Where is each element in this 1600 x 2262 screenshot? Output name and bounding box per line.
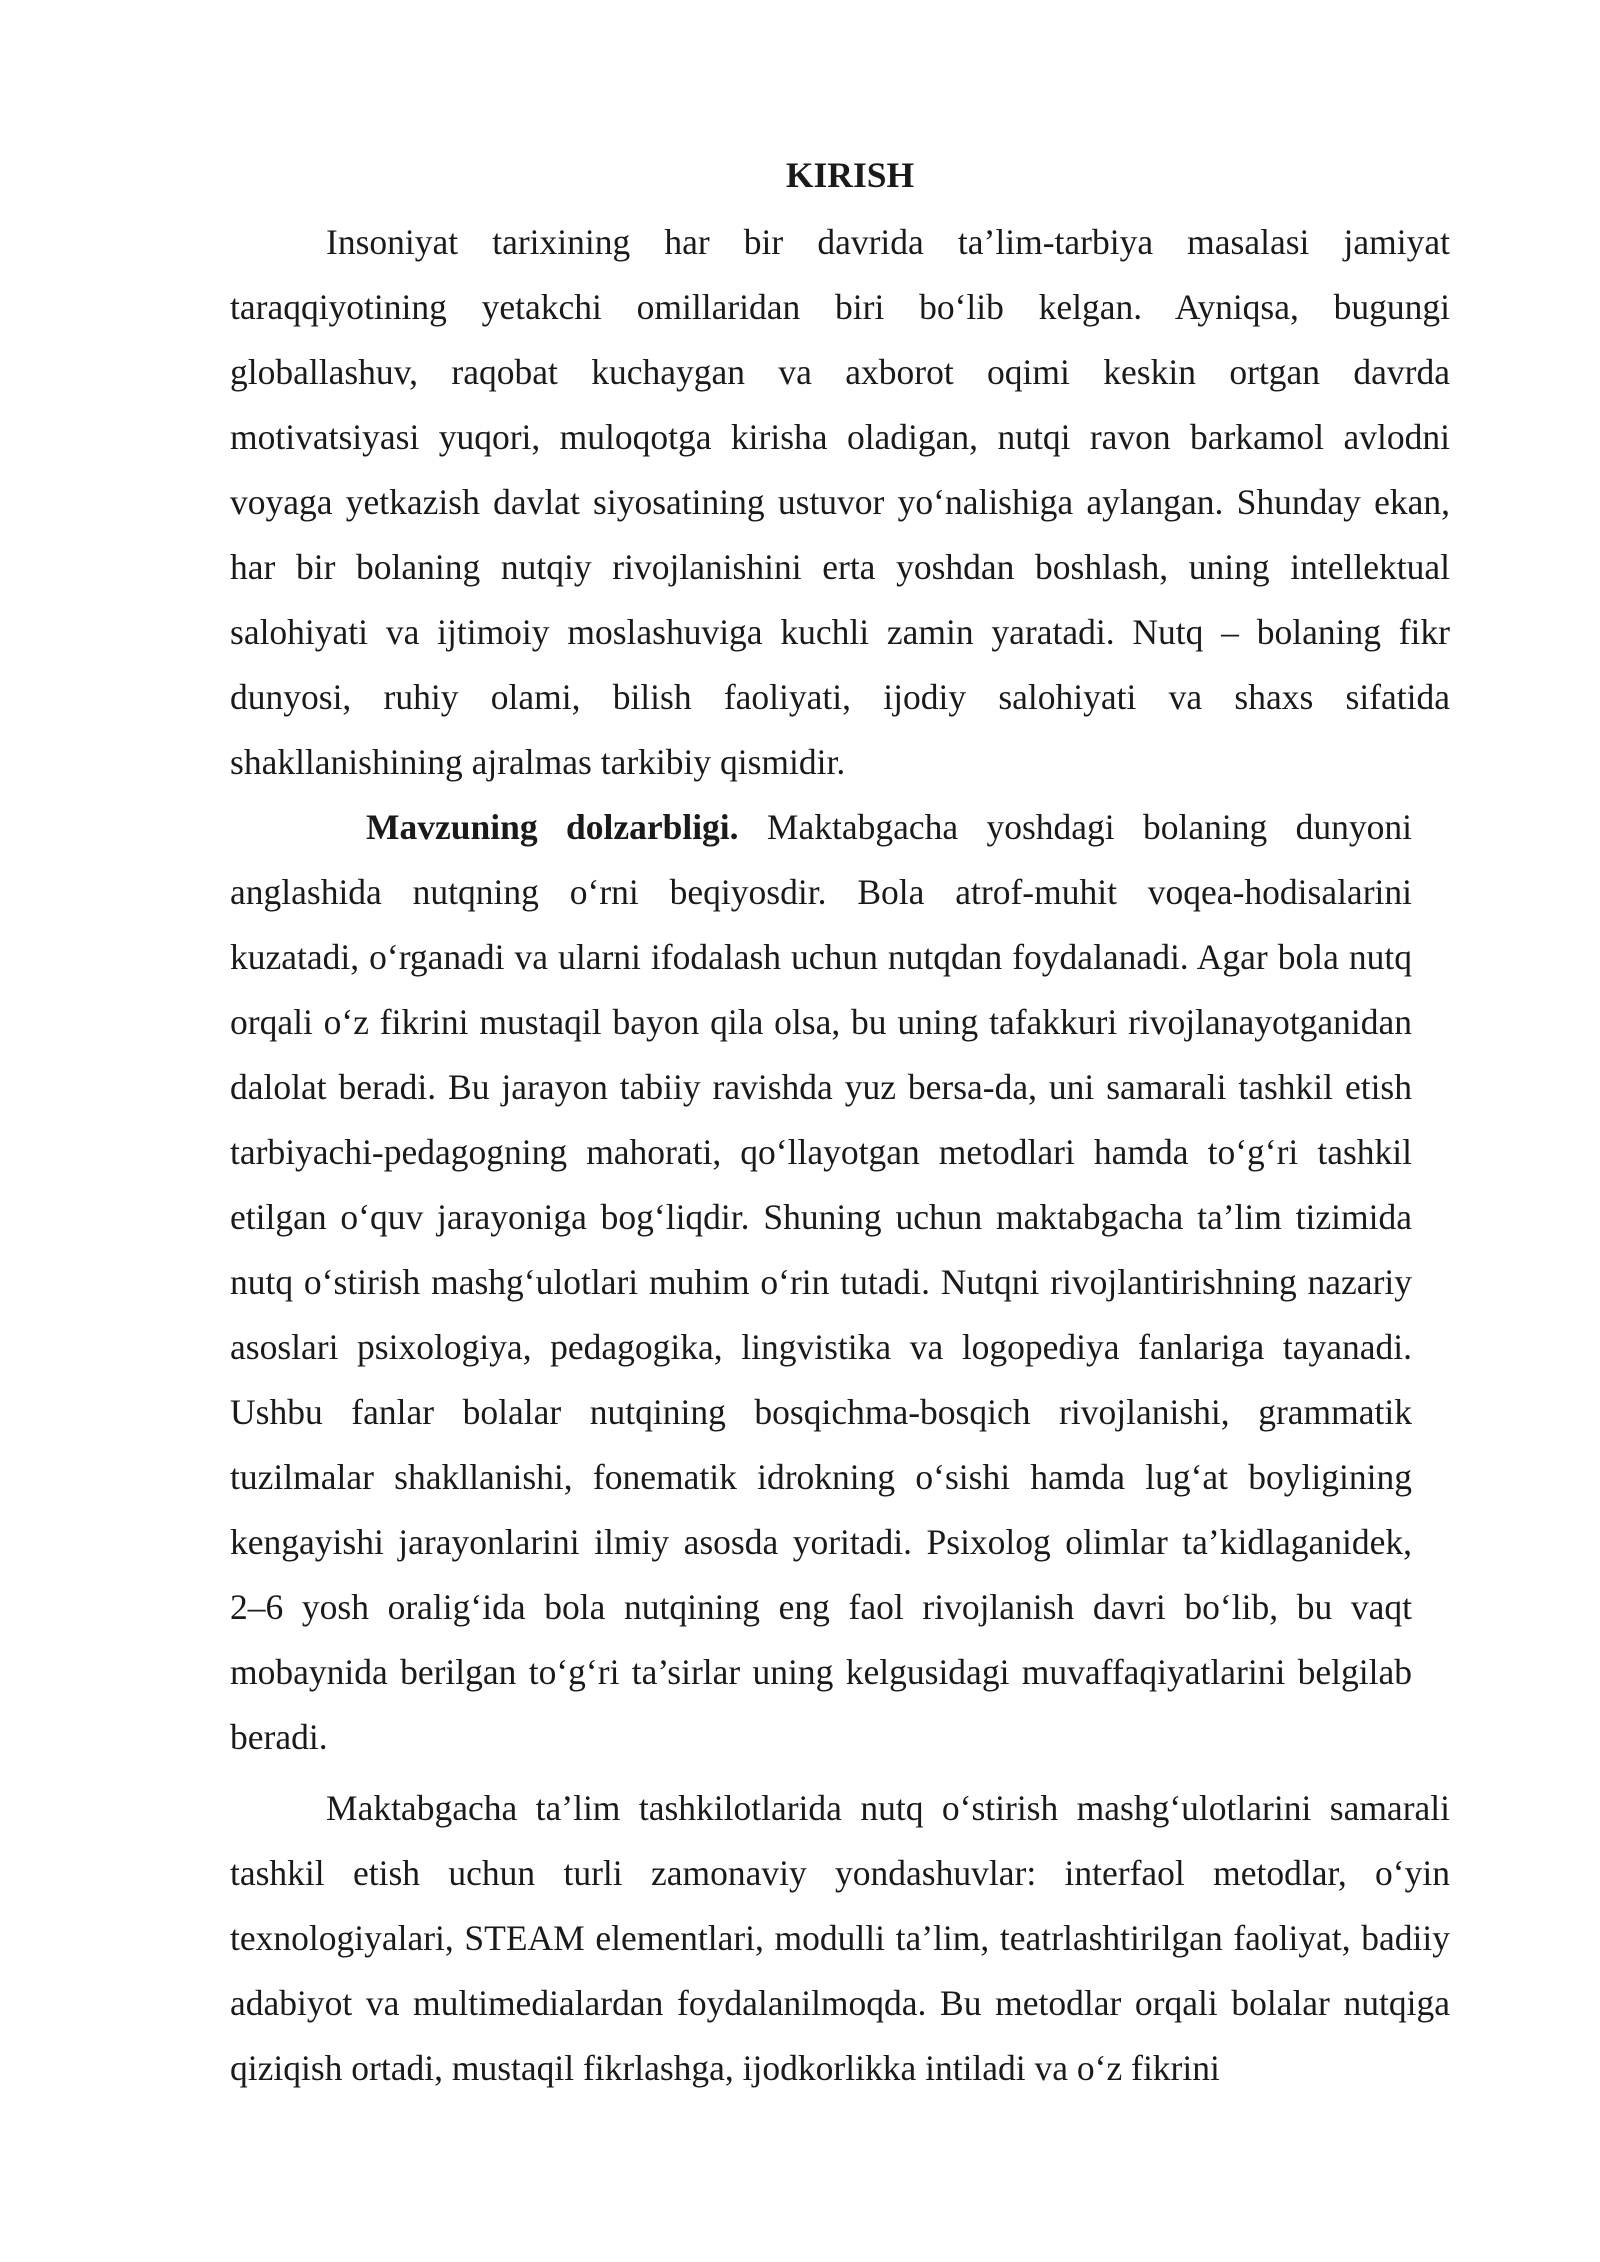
paragraph-introduction: Insoniyat tarixining har bir davrida ta’lim-tarbiya masalasi jamiyat taraqqiyotining yetakchi omillaridan biri bo‘lib kelgan. Ayniqsa, bugungi globallashuv, raqobat kuchaygan va axborot oqimi keskin ortgan davrda motivatsiyasi yuqori, muloqotga kirisha oladigan, nutqi ravon barkamol avlodni voyaga yetkazish davlat siyosatining ustuvor yo‘nalishiga aylangan. Shunday ekan, har bir bolaning nutqiy rivojlanishini erta yoshdan boshlash, uning intellektual salohiyati va ijtimoiy moslashuviga kuchli zamin yaratadi. Nutq – bolaning fikr dunyosi, ruhiy olami, bilish faoliyati, ijodiy salohiyati va shaxs sifatida shakllanishining ajralmas tarkibiy qismidir. bbox=[230, 222, 1450, 782]
relevance-text: Maktabgacha yoshdagi bolaning dunyoni anglashida nutqning o‘rni beqiyosdir. Bola atrof-muhit voqea-hodisalarini kuzatadi, o‘rganadi va ularni ifodalash uchun nutqdan foydalanadi. Agar bola nutq orqali o‘z fikrini mustaqil bayon qila olsa, bu uning tafakkuri rivojlanayotganidan dalolat beradi. Bu jarayon tabiiy ravishda yuz bersa-da, uni samarali tashkil etish tarbiyachi-pedagogning mahorati, qo‘llayotgan metodlari hamda to‘g‘ri tashkil etilgan o‘quv jarayoniga bog‘liqdir. Shuning uchun maktabgacha ta’lim tizimida nutq o‘stirish mashg‘ulotlari muhim o‘rin tutadi. Nutqni rivojlantirishning nazariy asoslari psixologiya, pedagogika, lingvistika va logopediya fanlariga tayanadi. Ushbu fanlar bolalar nutqining bosqichma-bosqich rivojlanishi, grammatik tuzilmalar shakllanishi, fonematik idrokning o‘sishi hamda lug‘at boyligining kengayishi jarayonlarini ilmiy asosda yoritadi. Psixolog olimlar ta’kidlaganidek, 2–6 yosh oralig‘ida bola nutqining eng faol rivojlanish davri bo‘lib, bu vaqt mobaynida berilgan to‘g‘ri ta’sirlar uning kelgusidagi muvaffaqiyatlarini belgilab beradi. bbox=[230, 807, 1412, 1757]
document-body bbox=[230, 140, 1450, 2101]
paragraph-relevance bbox=[230, 795, 1412, 1770]
relevance-heading: Mavzuning dolzarbligi. bbox=[366, 807, 739, 847]
paragraph-methods: Maktabgacha ta’lim tashkilotlarida nutq o‘stirish mashg‘ulotlarini samarali tashkil etish uchun turli zamonaviy yondashuvlar: interfaol metodlar, o‘yin texnologiyalari, STEAM elementlari, modulli ta’lim, teatrlashtirilgan faoliyat, badiiy adabiyot va multimedialardan foydalanilmoqda. Bu metodlar orqali bolalar nutqiga qiziqish ortadi, mustaqil fikrlashga, ijodkorlikka intiladi va o‘z fikrini bbox=[230, 1788, 1450, 2088]
section-title: KIRISH bbox=[785, 155, 915, 195]
